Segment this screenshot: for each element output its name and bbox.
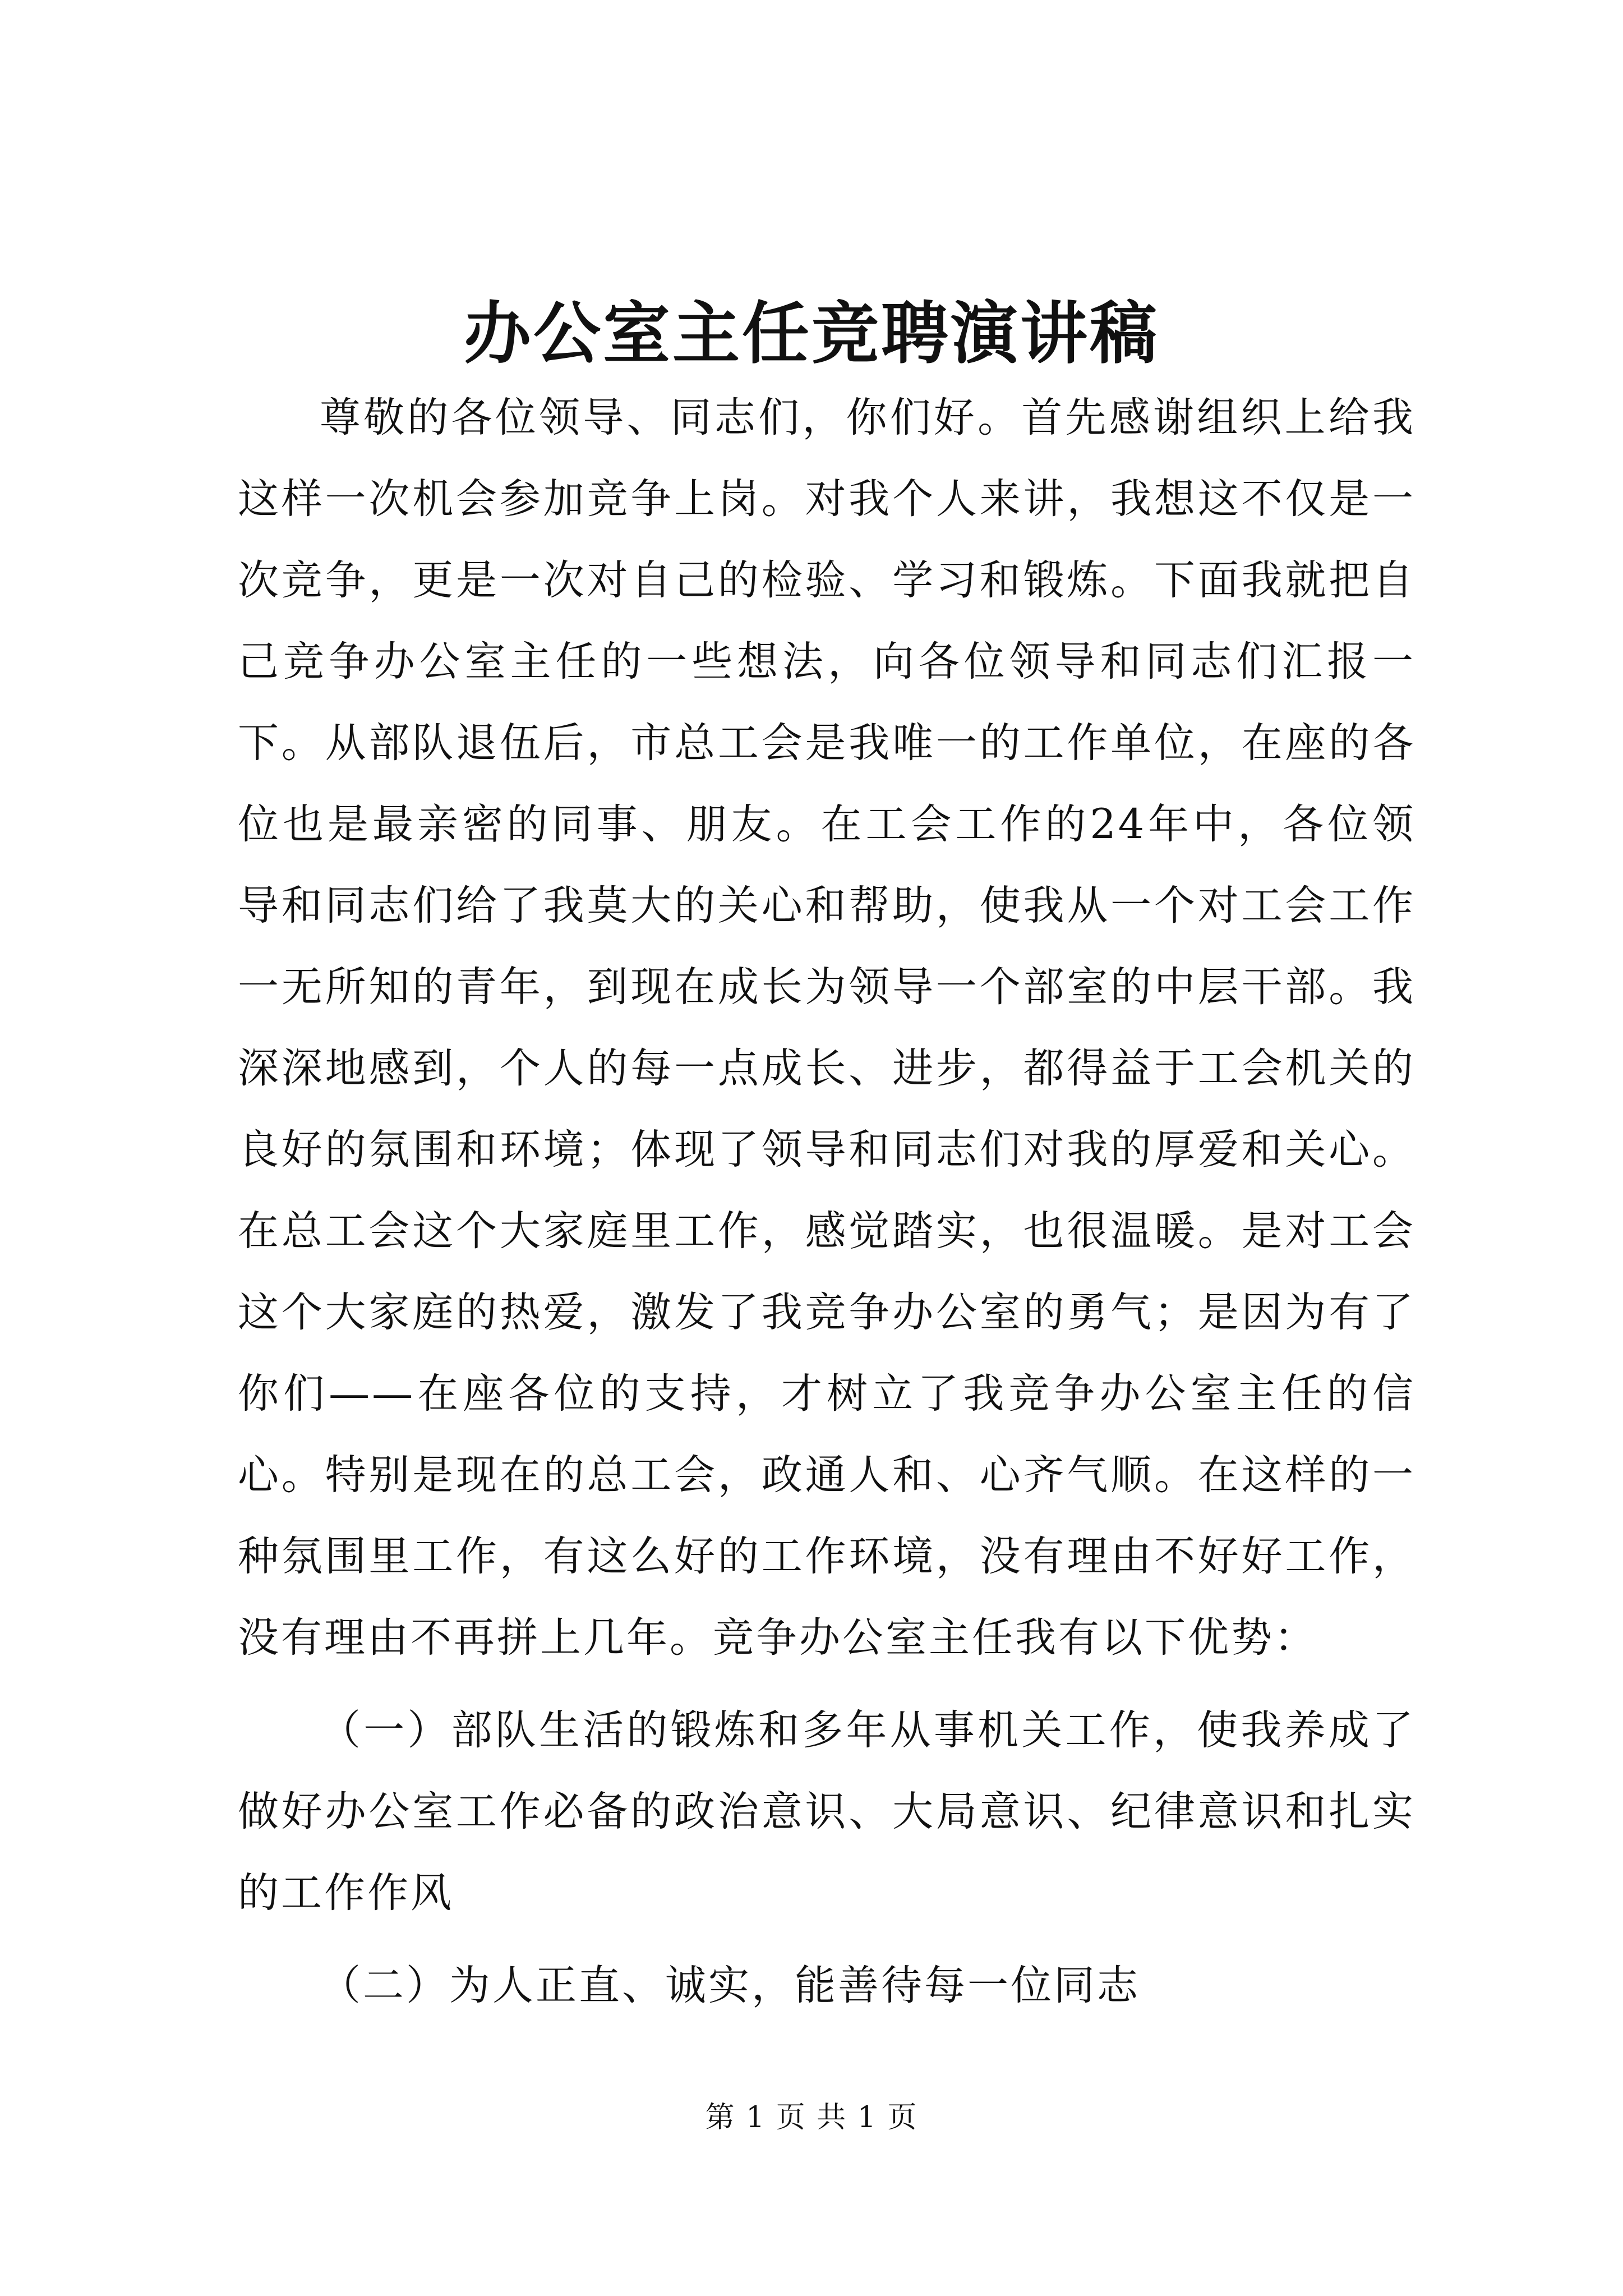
document-body: [238, 377, 1415, 2026]
document-title: 办公室主任竞聘演讲稿: [464, 294, 1159, 373]
paragraph-intro: 尊敬的各位领导、同志们，你们好。首先感谢组织上给我这样一次机会参加竞争上岗。对我个人来讲，我想这不仅是一次竞争，更是一次对自己的检验、学习和锻炼。下面我就把自己竞争办公室主任的一些想法，向各位领导和同志们汇报一下。从部队退伍后，市总工会是我唯一的工作单位，在座的各位也是最亲密的同事、朋友。在工会工作的24年中，各位领导和同志们给了我莫大的关心和帮助，使我从一个对工会工作一无所知的青年，到现在成长为领导一个部室的中层干部。我深深地感到，个人的每一点成长、进步，都得益于工会机关的良好的氛围和环境；体现了领导和同志们对我的厚爱和关心。在总工会这个大家庭里工作，感觉踏实，也很温暖。是对工会这个大家庭的热爱，激发了我竞争办公室的勇气；是因为有了你们——在座各位的支持，才树立了我竞争办公室主任的信心。特别是现在的总工会，政通人和、心齐气顺。在这样的一种氛围里工作，有这么好的工作环境，没有理由不好好工作，没有理由不再拼上几年。竞争办公室主任我有以下优势：: [238, 394, 1415, 1662]
paragraph-item-2: （二）为人正直、诚实，能善待每一位同志: [320, 1962, 1140, 2009]
paragraph-item-1: （一）部队生活的锻炼和多年从事机关工作，使我养成了做好办公室工作必备的政治意识、大局意识、纪律意识和扎实的工作作风: [238, 1706, 1415, 1917]
page-footer: 第 1 页 共 1 页: [705, 2101, 918, 2134]
